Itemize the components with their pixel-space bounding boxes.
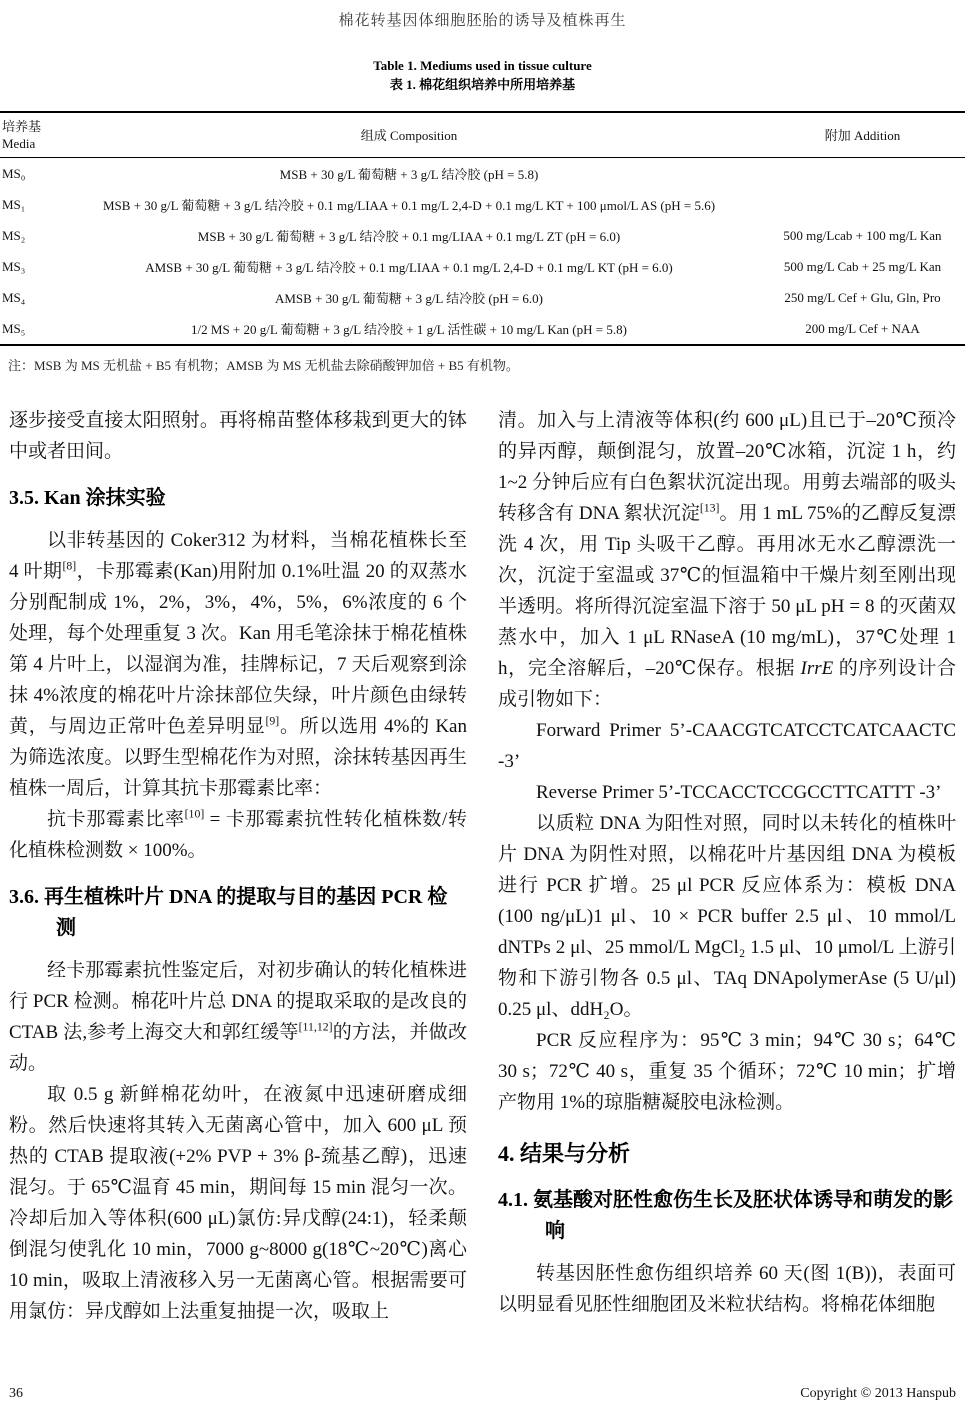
section-heading: 3.5. Kan 涂抹实验 [9,487,166,509]
media-cell: MS₃ [2,258,26,274]
header-media-zh: 培养基 [2,119,42,134]
media-table-row [0,220,965,251]
media-table-header [0,112,965,158]
media-cell: MS₄ [2,289,26,305]
running-head-title: 棉花转基因体细胞胚胎的诱导及植株再生 [338,13,627,29]
paragraph: 抗卡那霉素比率[10] = 卡那霉素抗性转化植株数/转化植株检测数 × 100%。 [9,807,467,861]
addition-cell [760,189,965,220]
addition-cell: 250 mg/L Cef + Glu, Gln, Pro [784,289,941,305]
paragraph: PCR 反应程序为：95℃ 3 min；94℃ 30 s；64℃ 30 s；72℃ 40 s，重复 35 个循环；72℃ 10 min；扩增产物用 1%的琼脂糖凝胶电泳检测。 [498,1030,956,1113]
table-captions [0,56,965,94]
right-column [498,405,956,1327]
paragraph: 经卡那霉素抗性鉴定后，对初步确认的转化植株进行 PCR 检测。棉花叶片总 DNA 的提取采取的是改良的 CTAB 法,参考上海交大和郭红缓等[11,12]的方法，并做改动。 [9,960,467,1074]
media-table-row [0,313,965,345]
composition-cell: AMSB + 30 g/L 葡萄糖 + 3 g/L 结冷胶 (pH = 6.0) [274,291,544,306]
section-heading: 4. 结果与分析 [498,1141,631,1166]
addition-cell: 200 mg/L Cef + NAA [805,320,920,336]
table-caption-en: Table 1. Mediums used in tissue culture [373,58,592,73]
addition-cell: 500 mg/Lcab + 100 mg/L Kan [783,227,942,243]
paragraph: 逐步接受直接太阳照射。再将棉苗整体移栽到更大的钵中或者田间。 [9,410,467,462]
composition-cell: MSB + 30 g/L 葡萄糖 + 3 g/L 结冷胶 + 0.1 mg/LIAA + 0.1 mg/L 2,4-D + 0.1 mg/L KT + 100 μmol/L AS (pH = 5.6) [102,198,716,213]
paragraph: Reverse Primer 5’-TCCACCTCCGCCTTCATTT -3’ [536,782,942,803]
composition-cell: MSB + 30 g/L 葡萄糖 + 3 g/L 结冷胶 (pH = 5.8) [279,167,539,182]
composition-cell: MSB + 30 g/L 葡萄糖 + 3 g/L 结冷胶 + 0.1 mg/LIAA + 0.1 mg/L ZT (pH = 6.0) [197,229,621,244]
composition-cell: 1/2 MS + 20 g/L 葡萄糖 + 3 g/L 结冷胶 + 1 g/L 活性碳 + 10 mg/L Kan (pH = 5.8) [191,322,627,337]
section-heading: 4.1. 氨基酸对胚性愈伤生长及胚状体诱导和萌发的影响 [498,1189,953,1242]
left-column [9,405,467,1327]
composition-cell: AMSB + 30 g/L 葡萄糖 + 3 g/L 结冷胶 + 0.1 mg/LIAA + 0.1 mg/L 2,4-D + 0.1 mg/L KT (pH = 6.0) [145,260,673,275]
page-number: 36 [9,1386,23,1401]
media-cell: MS₂ [2,227,26,243]
media-cell: MS₁ [2,196,26,212]
media-cell: MS₀ [2,165,26,181]
table-caption-zh: 表 1. 棉花组织培养中所用培养基 [389,77,576,92]
header-composition: 组成 Composition [58,112,760,158]
media-table-row [0,158,965,190]
addition-cell: 500 mg/L Cab + 25 mg/L Kan [783,258,942,274]
media-table-row [0,282,965,313]
page-footer [9,1386,956,1402]
media-table [0,111,965,346]
section-heading: 3.6. 再生植株叶片 DNA 的提取与目的基因 PCR 检测 [9,886,448,939]
body-columns [0,405,965,1327]
header-row [0,112,965,158]
media-table-row [0,189,965,220]
paragraph: 转基因胚性愈伤组织培养 60 天(图 1(B))，表面可以明显看见胚性细胞团及米粒状结构。将棉花体细胞 [498,1263,956,1315]
media-table-body [0,158,965,346]
paragraph: 以非转基因的 Coker312 为材料，当棉花植株长至 4 叶期[8]，卡那霉素(Kan)用附加 0.1%吐温 20 的双蒸水分别配制成 1%，2%，3%，4%，5%，6%浓度的 6 个处理，每个处理重复 3 次。Kan 用毛笔涂抹于棉花植株第 4 片叶上，以湿润为准，挂牌标记，7 天后观察到涂抹 4%浓度的棉花叶片涂抹部位失绿，叶片颜色由绿转黄，与周边正常叶色差异明显[9]。所以选用 4%的 Kan 为筛选浓度。以野生型棉花作为对照，涂抹转基因再生植株一周后，计算其抗卡那霉素比率： [9,530,467,799]
paragraph: Forward Primer 5’-CAACGTCATCCTCATCAACTC -3’ [498,720,956,772]
table-note: 注：MSB 为 MS 无机盐 + B5 有机物；AMSB 为 MS 无机盐去除硝酸钾加倍 + B5 有机物。 [8,358,519,373]
media-table-row [0,251,965,282]
paragraph: 清。加入与上清液等体积(约 600 μL)且已于–20℃预冷的异丙醇，颠倒混匀，放置–20℃冰箱，沉淀 1 h，约1~2 分钟后应有白色絮状沉淀出现。用剪去端部的吸头转移含有 DNA 絮状沉淀[13]。用 1 mL 75%的乙醇反复漂洗 4 次，用 Tip 头吸干乙醇。再用冰无水乙醇漂洗一次，沉淀于室温或 37℃的恒温箱中干燥片刻至刚出现半透明。将所得沉淀室温下溶于 50 μL pH = 8 的灭菌双蒸水中，加入 1 μL RNaseA (10 mg/mL)，37℃处理 1 h，完全溶解后，–20℃保存。根据 IrrE 的序列设计合成引物如下： [498,410,956,710]
header-addition: 附加 Addition [760,112,965,158]
header-media [0,112,58,158]
addition-cell [760,158,965,190]
copyright-text: Copyright © 2013 Hanspub [800,1386,956,1401]
paragraph: 以质粒 DNA 为阳性对照，同时以未转化的植株叶片 DNA 为阴性对照，以棉花叶片基因组 DNA 为模板进行 PCR 扩增。25 μl PCR 反应体系为：模板 DNA (100 ng/μL)1 μl、10 × PCR buffer 2.5 μl、10 mmol/L dNTPs 2 μl、25 mmol/L MgCl₂ 1.5 μl、10 μmol/L 上游引物和下游引物各 0.5 μl、TAq DNApolymerAse (5 U/μl) 0.25 μl、ddH₂O。 [498,813,956,1020]
header-media-en: Media [2,136,36,151]
paragraph: 取 0.5 g 新鲜棉花幼叶，在液氮中迅速研磨成细粉。然后快速将其转入无菌离心管中，加入 600 μL 预热的 CTAB 提取液(+2% PVP + 3% β-巯基乙醇)，迅速混匀。于 65℃温育 45 min，期间每 15 min 混匀一次。冷却后加入等体积(600 μL)氯仿:异戊醇(24:1)，轻柔颠倒混匀使乳化 10 min，7000 g~8000 g(18℃~20℃)离心 10 min，吸取上清液移入另一无菌离心管。根据需要可用氯仿：异戊醇如上法重复抽提一次，吸取上 [9,1084,467,1322]
media-cell: MS₅ [2,320,26,336]
